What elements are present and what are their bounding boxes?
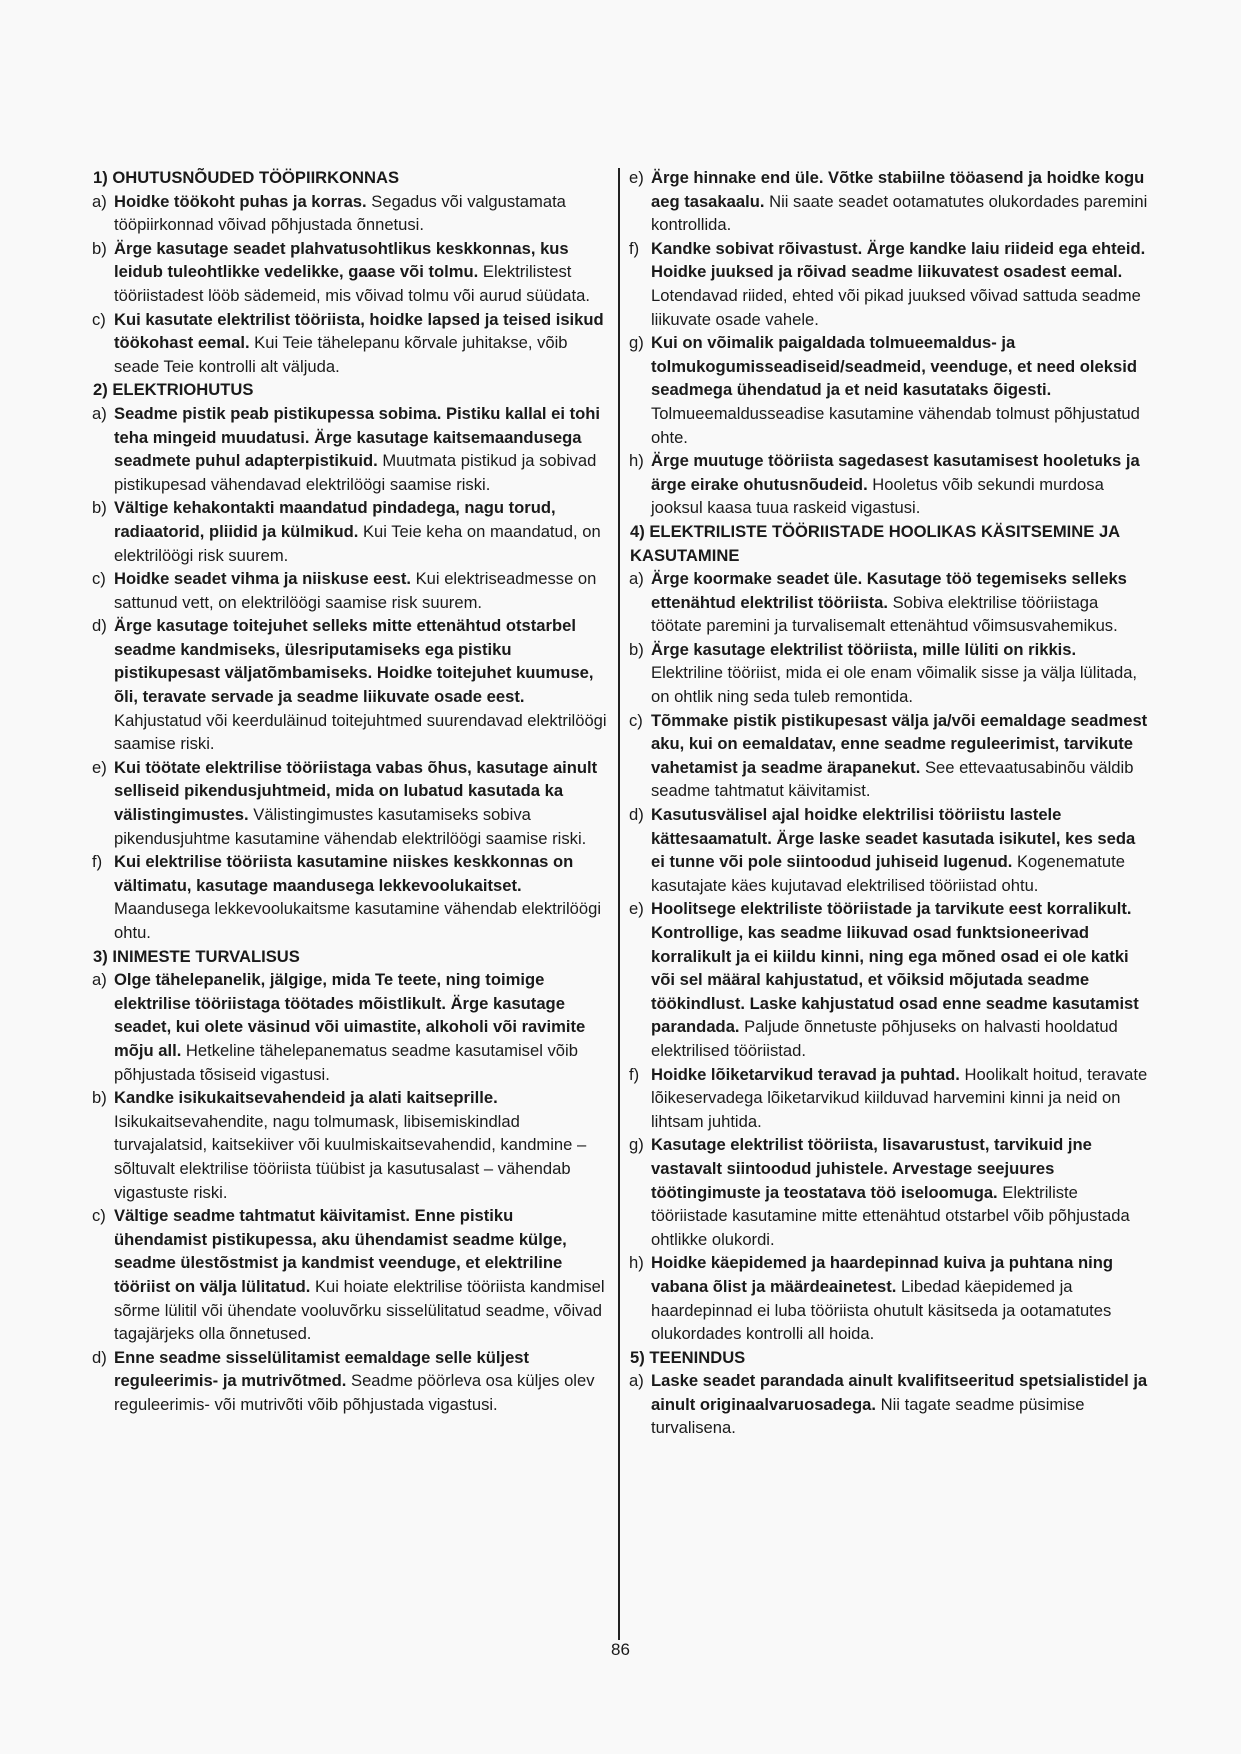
list-item: [629, 1063, 1149, 1134]
left-column: [92, 166, 608, 1416]
item-bold-text: Ärge kasutage elektrilist tööriista, mille lüliti on rikkis.: [651, 639, 1077, 659]
item-text: Elektriliste tööriistade kasutamine mitte ettenähtud otstarbel võib põhjustada ohtlikke olukordi.: [651, 1182, 1130, 1249]
item-text: Hoolikalt hoitud, teravate lõikeservadega lõiketarvikud kiilduvad harvemini kinni ja neid on lihtsam juhtida.: [651, 1064, 1148, 1131]
list-item: [629, 1369, 1149, 1440]
list-item: [629, 1251, 1149, 1345]
item-text: Kahjustatud või keerduläinud toitejuhtmed suurendavad elektrilöögi saamise riski.: [114, 710, 607, 754]
item-letter: f): [92, 852, 103, 872]
item-bold-text: Ärge kasutage seadet plahvatusohtlikus keskkonnas, kus leidub tuleohtlikke vedelikke, gaase või tolmu.: [114, 238, 569, 282]
item-text: Kui hoiate elektrilise tööriista kandmisel sõrme lülitil või ühendate vooluvõrku sisselülitatud seadme, võivad tagajärjeks olla õnnetused.: [114, 1276, 605, 1344]
list-item: [629, 237, 1149, 331]
section-heading: 3) INIMESTE TURVALISUS: [93, 946, 300, 966]
item-bold-text: Seadme pistik peab pistikupessa sobima. Pistiku kallal ei tohi teha mingeid muudatusi. Ärge kasutage kaitsemaandusega seadmete puhul adapterpistikuid.: [114, 403, 600, 471]
item-text: Maandusega lekkevoolukaitsme kasutamine vähendab elektrilöögi ohtu.: [114, 899, 602, 942]
item-letter: d): [92, 616, 107, 636]
list-item: [92, 850, 608, 944]
item-text: Kui Teie tähelepanu kõrvale juhitakse, võib seade Teie kontrolli alt väljuda.: [114, 333, 568, 376]
item-bold-text: Kandke sobivat rõivastust. Ärge kandke laiu riideid ega ehteid. Hoidke juuksed ja rõivad seadme liikuvatest osadest eemal.: [651, 238, 1146, 282]
item-text: Kui Teie keha on maandatud, on elektrilöögi risk suurem.: [114, 521, 601, 565]
section-heading: 1) OHUTUSNÕUDED TÖÖPIIRKONNAS: [93, 168, 400, 187]
item-bold-text: Hoidke käepidemed ja haardepinnad kuiva ja puhtana ning vabana õlist ja määrdeainetest.: [651, 1253, 1113, 1296]
list-item: [629, 638, 1149, 709]
item-letter: a): [92, 403, 107, 423]
item-bold-text: Olge tähelepanelik, jälgige, mida Te teete, ning toimige elektrilise tööriistaga töötades mõistlikult. Ärge kasutage seadet, kui olete väsinud või uimastite, alkoholi või ravimite mõju all.: [114, 970, 586, 1060]
item-text: Kui elektriseadmesse on sattunud vett, on elektrilöögi saamise risk suurem.: [114, 569, 597, 612]
item-letter: c): [92, 569, 106, 589]
item-letter: b): [92, 1088, 107, 1108]
item-text: Isikukaitsevahendite, nagu tolmumask, libisemiskindlad turvajalatsid, kaitsekiiver või kuulmiskaitsevahendid, kandmine – sõltuvalt elektrilise tööriista tüübist ja kasutusalast – vähendab vigastuste riski.: [114, 1111, 587, 1202]
item-letter: e): [629, 168, 644, 187]
item-bold-text: Kui elektrilise tööriista kasutamine niiskes keskkonnas on vältimatu, kasutage maandusega lekkevoolukaitset.: [114, 852, 574, 895]
item-bold-text: Hoidke töökoht puhas ja korras.: [114, 191, 367, 211]
item-letter: b): [629, 639, 644, 659]
item-letter: e): [629, 899, 644, 919]
item-bold-text: Ärge koormake seadet üle. Kasutage töö tegemiseks selleks ettenähtud elektrilist tööriista.: [651, 569, 1127, 612]
list-item: [92, 756, 608, 850]
list-item: [92, 190, 608, 237]
column-divider: [618, 168, 620, 1640]
item-bold-text: Ärge muutuge tööriista sagedasest kasutamisest hooletuks ja ärge eirake ohutusnõudeid.: [651, 451, 1140, 494]
item-bold-text: Kui töötate elektrilise tööriistaga vabas õhus, kasutage ainult selliseid pikendusjuhtmeid, mida on lubatud kasutada ka välistingimustes.: [114, 757, 598, 825]
item-bold-text: Hoolitsege elektriliste tööriistade ja tarvikute eest korralikult. Kontrollige, kas seadme liikuvad osad funktsioneerivad korralikult ja ei kiildu kinni, ning ega mõned osad ei ole katki või sel määral kahjustatud, et võiksid mõjutada seadme töökindlust. Laske kahjustatud osad enne seadme kasutamist parandada.: [651, 899, 1139, 1037]
item-text: Kogenematute kasutajate käes kujutavad elektrilised tööriistad ohtu.: [651, 852, 1125, 895]
list-item: [629, 331, 1149, 449]
list-item: [629, 449, 1149, 520]
right-column: [629, 166, 1149, 1440]
item-text: Paljude õnnetuste põhjuseks on halvasti hooldatud elektrilised tööriistad.: [651, 1017, 1118, 1060]
item-bold-text: Vältige seadme tahtmatut käivitamist. Enne pistiku ühendamist pistikupessa, aku ühendamist seadme külge, seadme ülestõstmist ja kandmist veenduge, et elektriline tööriist on välja lülitatud.: [114, 1206, 567, 1296]
item-letter: c): [92, 309, 106, 329]
list-item: [92, 1204, 608, 1346]
item-bold-text: Ärge kasutage toitejuhet selleks mitte ettenähtud otstarbel seadme kandmiseks, ülesriputamiseks ega pistiku pistikupesast väljatõmbamiseks. Hoidke toitejuhet kuumuse, õli, teravate servade ja seadme liikuvate osade eest.: [114, 616, 594, 707]
item-text: Hooletus võib sekundi murdosa jooksul kaasa tuua raskeid vigastusi.: [651, 474, 1104, 518]
item-letter: a): [629, 569, 644, 589]
list-item: [629, 1133, 1149, 1251]
list-item: [92, 308, 608, 379]
list-item: [92, 567, 608, 614]
item-bold-text: Kandke isikukaitsevahendeid ja alati kaitseprille.: [114, 1088, 498, 1108]
item-letter: a): [92, 970, 107, 990]
list-item: [629, 709, 1149, 803]
item-text: Välistingimustes kasutamiseks sobiva pikendusjuhtme kasutamine vähendab elektrilöögi saamise riski.: [114, 805, 587, 848]
item-letter: h): [629, 451, 644, 471]
list-item: [92, 496, 608, 567]
item-bold-text: Laske seadet parandada ainult kvalifitseeritud spetsialistidel ja ainult originaalvaruosadega.: [651, 1371, 1148, 1414]
item-letter: d): [92, 1347, 107, 1367]
item-text: Elektrilistest tööriistadest lööb sädemeid, mis võivad tolmu või aurud süüdata.: [114, 262, 590, 305]
list-item: [629, 897, 1149, 1062]
item-text: Segadus või valgustamata tööpiirkonnad võivad põhjustada õnnetusi.: [114, 191, 566, 235]
item-letter: e): [92, 757, 107, 777]
section-heading: 4) ELEKTRILISTE TÖÖRIISTADE HOOLIKAS KÄSITSEMINE JA KASUTAMINE: [630, 521, 1120, 565]
item-bold-text: Ärge hinnake end üle. Võtke stabiilne tööasend ja hoidke kogu aeg tasakaalu.: [651, 168, 1145, 211]
item-bold-text: Kasutage elektrilist tööriista, lisavarustust, tarvikuid jne vastavalt siintoodud juhistele. Arvestage seejuures töötingimuste ja teostatava töö iseloomuga.: [651, 1135, 1092, 1202]
item-letter: g): [629, 1135, 644, 1155]
section-heading: 5) TEENINDUS: [630, 1347, 746, 1367]
list-item: [629, 567, 1149, 638]
item-letter: c): [92, 1206, 106, 1226]
item-bold-text: Enne seadme sisselülitamist eemaldage selle küljest reguleerimis- ja mutrivõtmed.: [114, 1347, 530, 1391]
item-letter: b): [92, 498, 107, 518]
item-text: Seadme pöörleva osa küljes olev reguleerimis- või mutrivõti võib põhjustada vigastusi.: [114, 1371, 595, 1414]
item-text: Nii saate seadet ootamatutes olukordades paremini kontrollida.: [651, 191, 1148, 235]
list-item: [92, 1086, 608, 1204]
list-item: [92, 237, 608, 308]
item-text: Elektriline tööriist, mida ei ole enam võimalik sisse ja välja lülitada, on ohtlik ning seda tuleb remontida.: [651, 663, 1138, 707]
section-heading: 2) ELEKTRIOHUTUS: [93, 380, 254, 400]
page-number: 86: [611, 1640, 630, 1659]
item-bold-text: Kasutusvälisel ajal hoidke elektrilisi tööriistu lastele kättesaamatult. Ärge laske seadet kasutada isikutel, kes seda ei tunne või pole siintoodud juhiseid lugenud.: [651, 805, 1136, 872]
item-text: Nii tagate seadme püsimise turvalisena.: [651, 1394, 1085, 1438]
item-letter: a): [629, 1371, 644, 1391]
item-text: Lotendavad riided, ehted või pikad juuksed võivad sattuda seadme liikuvate osade vahele.: [651, 285, 1141, 329]
item-bold-text: Kui on võimalik paigaldada tolmueemaldus- ja tolmukogumisseadiseid/seadmeid, veenduge, et need oleksid seadmega ühendatud ja et neid kasutataks õigesti.: [651, 333, 1137, 400]
item-text: Libedad käepidemed ja haardepinnad ei luba tööriista ohutult käsitseda ja ootamatutes olukordades kontrolli all hoida.: [651, 1276, 1112, 1344]
item-text: Hetkeline tähelepanematus seadme kasutamisel võib põhjustada tõsiseid vigastusi.: [114, 1040, 578, 1084]
item-text: Muutmata pistikud ja sobivad pistikupesad vähendavad elektrilöögi saamise riski.: [114, 451, 597, 494]
item-letter: f): [629, 1064, 640, 1084]
item-letter: a): [92, 191, 107, 211]
item-text: Sobiva elektrilise tööriistaga töötate paremini ja turvalisemalt ettenähtud võimsusvahemikus.: [651, 592, 1118, 636]
list-item: [92, 1346, 608, 1417]
item-text: See ettevaatusabinõu väldib seadme tahtmatut käivitamist.: [651, 757, 1134, 801]
list-item: [92, 968, 608, 1086]
item-letter: c): [629, 710, 643, 730]
list-item: [629, 166, 1149, 237]
item-bold-text: Tõmmake pistik pistikupesast välja ja/või eemaldage seadmest aku, kui on eemaldatav, enne seadme reguleerimist, tarvikute vahetamist ja seadme ärapanekut.: [651, 710, 1148, 777]
item-text: Tolmueemaldusseadise kasutamine vähendab tolmust põhjustatud ohte.: [651, 403, 1140, 447]
list-item: [92, 402, 608, 496]
item-bold-text: Kui kasutate elektrilist tööriista, hoidke lapsed ja teised isikud töökohast eemal.: [114, 309, 604, 353]
item-bold-text: Hoidke seadet vihma ja niiskuse eest.: [114, 569, 411, 589]
item-letter: h): [629, 1253, 644, 1273]
list-item: [629, 803, 1149, 897]
item-letter: f): [629, 238, 640, 258]
item-bold-text: Vältige kehakontakti maandatud pindadega, nagu torud, radiaatorid, pliidid ja külmikud.: [114, 498, 556, 541]
item-letter: b): [92, 238, 107, 258]
list-item: [92, 614, 608, 756]
item-letter: d): [629, 805, 644, 825]
item-letter: g): [629, 333, 644, 353]
item-bold-text: Hoidke lõiketarvikud teravad ja puhtad.: [651, 1064, 960, 1084]
